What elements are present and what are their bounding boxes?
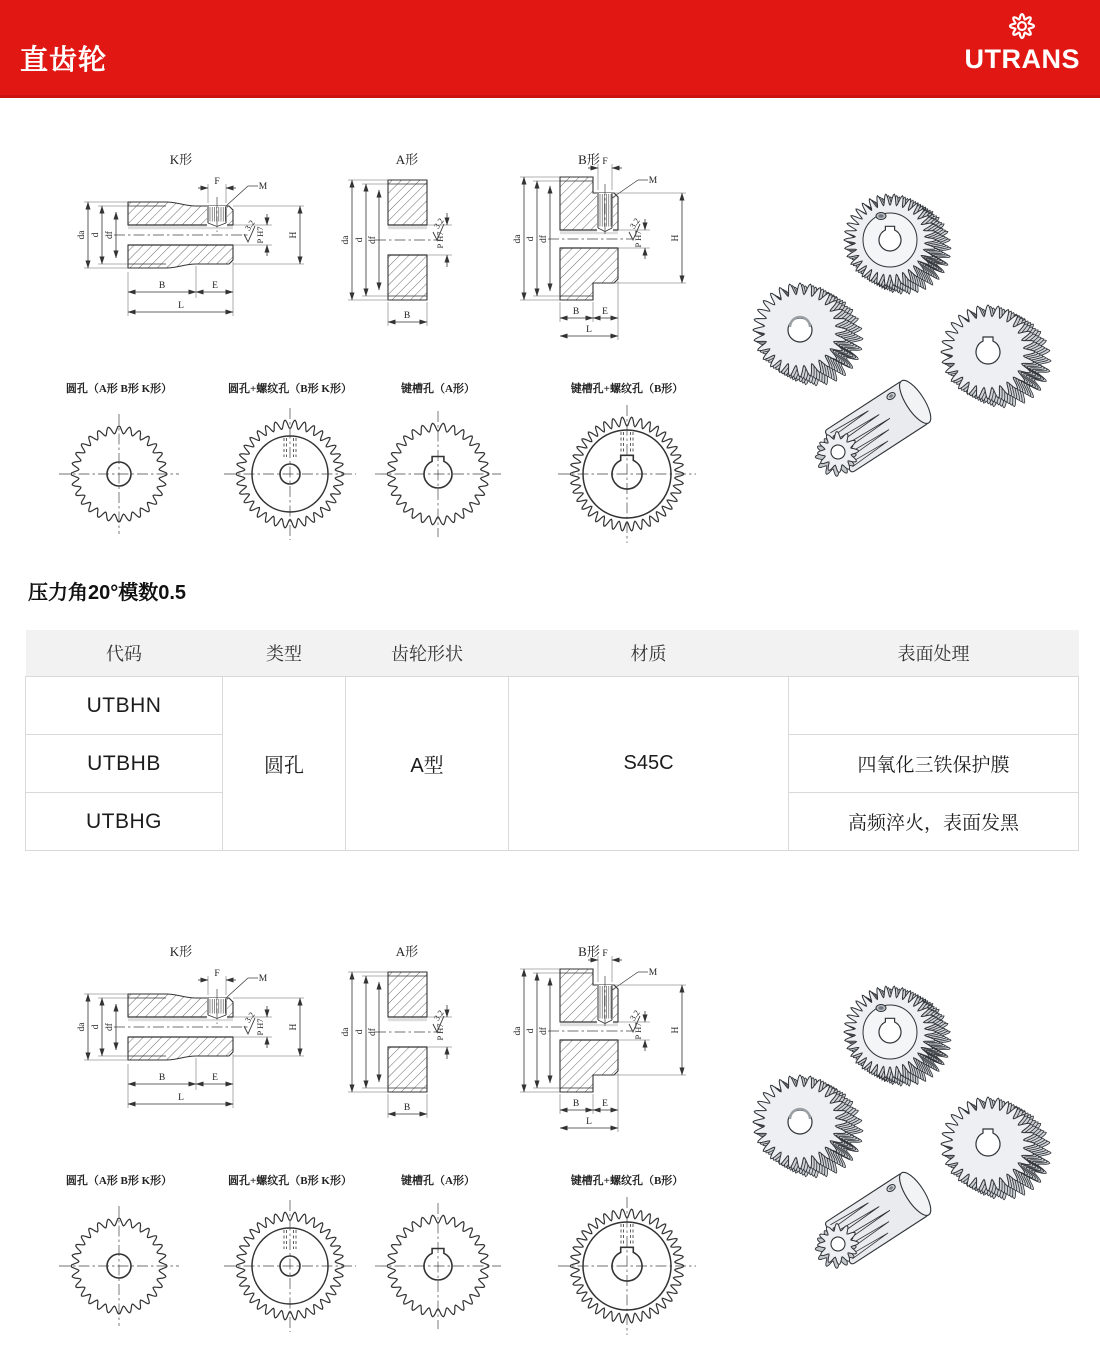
dim-d: d: [526, 1028, 536, 1034]
type-cell: 圆孔: [223, 677, 346, 851]
cross-section-k: [77, 944, 304, 1108]
dim-m: M: [258, 974, 268, 984]
dim-bore: P H7: [435, 231, 445, 249]
dim-df: df: [539, 235, 549, 243]
surface-cell: 高频淬火，表面发黑: [789, 793, 1079, 851]
shape-cell: A型: [346, 677, 509, 851]
col-header-code: 代码: [26, 630, 223, 677]
dim-m: M: [648, 176, 658, 186]
dim-h: H: [671, 1026, 681, 1034]
col-header-shape: 齿轮形状: [346, 630, 509, 677]
dim-f: F: [602, 157, 608, 167]
dim-l: L: [178, 1093, 184, 1103]
cross-section-title: B形: [578, 152, 600, 167]
face-view-label: 圆孔+螺纹孔（B形 K形）: [228, 1175, 352, 1187]
table-row: [26, 677, 1079, 735]
face-view-label: 键槽孔+螺纹孔（B形）: [570, 383, 684, 395]
dim-d: d: [91, 232, 101, 238]
brand: [965, 12, 1081, 73]
dim-m: M: [258, 182, 268, 192]
face-view-1: [59, 1173, 179, 1326]
dim-b: B: [158, 281, 166, 291]
page-title: 直齿轮: [20, 44, 108, 75]
surface-cell: [789, 677, 1079, 735]
dim-df: df: [368, 236, 378, 244]
dim-m: M: [648, 968, 658, 978]
dim-da: da: [341, 1027, 351, 1037]
dim-f: F: [214, 177, 220, 187]
dim-e: E: [602, 307, 608, 317]
page-header: [0, 0, 1100, 98]
dim-df: df: [539, 1027, 549, 1035]
technical-drawings-bottom: [0, 932, 1100, 1362]
roughness-label: 3.2: [242, 1010, 257, 1025]
face-view-label: 圆孔（A形 B形 K形）: [65, 383, 173, 395]
dim-l: L: [586, 325, 592, 335]
dim-bore: P H7: [435, 1023, 445, 1041]
surface-cell: 四氧化三铁保护膜: [789, 735, 1079, 793]
dim-e: E: [602, 1099, 608, 1109]
gear-3d-render: [753, 194, 1051, 408]
face-view-1: [59, 381, 179, 534]
code-cell: UTBHN: [26, 677, 223, 735]
dim-d: d: [355, 1029, 365, 1035]
col-header-material: 材质: [509, 630, 789, 677]
cross-section-k: [77, 152, 304, 316]
dim-da: da: [77, 230, 87, 240]
face-view-4: [558, 381, 696, 543]
dim-da: da: [513, 1026, 523, 1036]
dim-h: H: [289, 1023, 299, 1031]
roughness-label: 3.2: [242, 218, 257, 233]
dim-d: d: [526, 236, 536, 242]
col-header-surface: 表面处理: [789, 630, 1079, 677]
dim-da: da: [77, 1022, 87, 1032]
brand-name: UTRANS: [964, 44, 1080, 74]
dim-e: E: [212, 281, 218, 291]
cross-section-title: B形: [578, 944, 600, 959]
technical-drawings-top: [0, 140, 1100, 570]
face-view-label: 键槽孔（A形）: [401, 383, 475, 395]
dim-bore: P H7: [633, 1022, 643, 1040]
dim-bore: P H7: [633, 230, 643, 248]
gear-3d-render: [753, 986, 1051, 1200]
dim-bore: P H7: [255, 226, 265, 244]
cross-section-a: [341, 152, 452, 326]
dim-da: da: [513, 234, 523, 244]
cross-section-b: [513, 944, 686, 1132]
gear-icon: [1007, 12, 1037, 42]
face-view-3: [375, 381, 501, 537]
cross-section-title: A形: [395, 944, 419, 959]
face-view-label: 键槽孔（A形）: [401, 1175, 475, 1187]
cross-section-a: [341, 944, 452, 1118]
dim-b: B: [572, 1099, 580, 1109]
code-cell: UTBHB: [26, 735, 223, 793]
roughness-label: 3.2: [431, 1008, 446, 1023]
dim-d: d: [355, 237, 365, 243]
dim-df: df: [105, 1023, 115, 1031]
face-view-2: [224, 381, 356, 540]
dim-f: F: [214, 969, 220, 979]
dim-df: df: [105, 231, 115, 239]
pinion-gear-3d: [804, 1168, 936, 1278]
dim-f: F: [602, 949, 608, 959]
dim-bore: P H7: [255, 1018, 265, 1036]
col-header-type: 类型: [223, 630, 346, 677]
cross-section-title: A形: [395, 152, 419, 167]
face-view-2: [224, 1173, 356, 1332]
dim-l: L: [586, 1117, 592, 1127]
roughness-label: 3.2: [627, 216, 642, 231]
dim-b: B: [403, 1103, 411, 1113]
spec-note: 压力角20°模数0.5: [28, 582, 187, 604]
face-view-label: 键槽孔+螺纹孔（B形）: [570, 1175, 684, 1187]
dim-df: df: [368, 1028, 378, 1036]
dim-b: B: [403, 311, 411, 321]
code-cell: UTBHG: [26, 793, 223, 851]
dim-l: L: [178, 301, 184, 311]
face-view-label: 圆孔（A形 B形 K形）: [65, 1175, 173, 1187]
face-view-4: [558, 1173, 696, 1335]
dim-e: E: [212, 1073, 218, 1083]
cross-section-b: [513, 152, 686, 340]
table-header-row: [26, 630, 1079, 677]
material-cell: S45C: [509, 677, 789, 851]
dim-da: da: [341, 235, 351, 245]
spec-table: [25, 630, 1079, 851]
dim-d: d: [91, 1024, 101, 1030]
cross-section-title: K形: [169, 152, 193, 167]
dim-b: B: [572, 307, 580, 317]
face-view-label: 圆孔+螺纹孔（B形 K形）: [228, 383, 352, 395]
roughness-label: 3.2: [431, 216, 446, 231]
cross-section-title: K形: [169, 944, 193, 959]
roughness-label: 3.2: [627, 1008, 642, 1023]
pinion-gear-3d: [804, 376, 936, 486]
dim-h: H: [671, 234, 681, 242]
dim-b: B: [158, 1073, 166, 1083]
face-view-3: [375, 1173, 501, 1329]
dim-h: H: [289, 231, 299, 239]
